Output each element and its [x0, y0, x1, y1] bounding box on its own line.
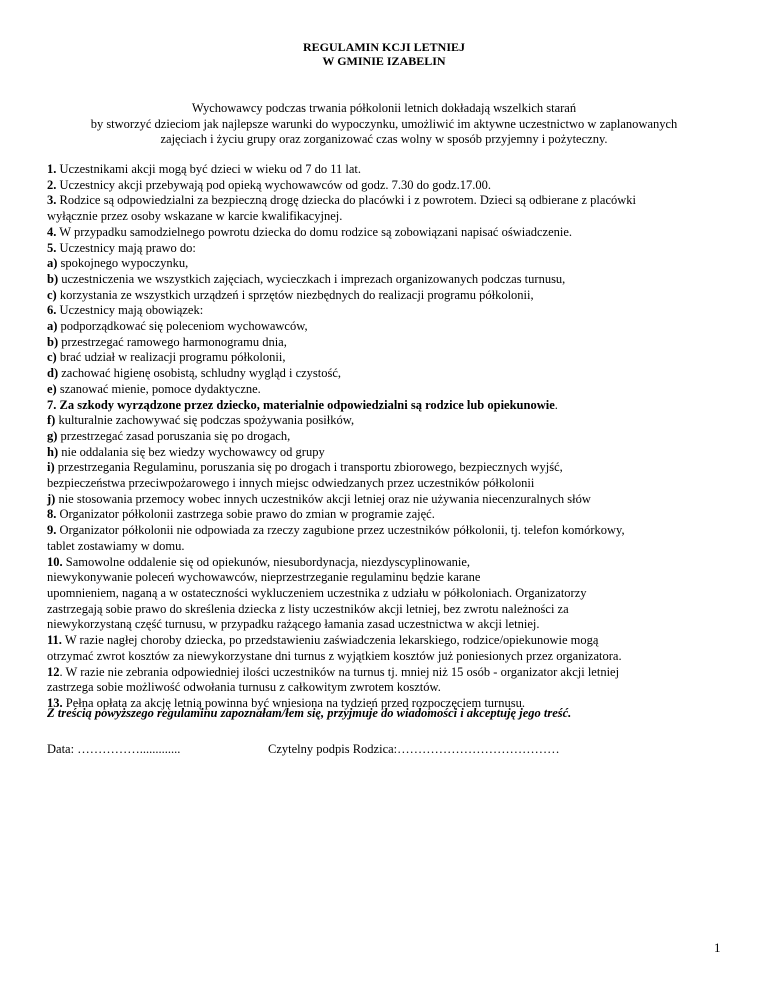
- rule-text: podporządkować się poleceniom wychowawców,: [57, 319, 308, 334]
- rule-marker: c): [47, 350, 57, 365]
- rule-marker: c): [47, 287, 57, 302]
- rule-line: [47, 602, 747, 618]
- rule-text: Uczestnicy mają prawo do:: [56, 240, 196, 255]
- rule-line: [47, 555, 747, 571]
- intro-line: Wychowawcy podczas trwania półkolonii letnich dokładają wszelkich starań: [191, 101, 577, 115]
- rule-text: . W razie nie zebrania odpowiedniej ilości uczestników na turnus tj. mniej niż 15 osób - organizator akcji letniej: [59, 664, 620, 679]
- rule-text: nie oddalania się bez wiedzy wychowawcy od grupy: [58, 444, 325, 459]
- rule-marker: 9.: [47, 523, 57, 538]
- rule-marker: f): [47, 413, 56, 428]
- parent-signature-label: Czytelny podpis Rodzica:…………………………………: [268, 742, 560, 756]
- rule-line: [47, 413, 747, 429]
- rule-text: zachować higienę osobistą, schludny wygląd i czystość,: [58, 366, 342, 381]
- rule-line: [47, 680, 747, 696]
- rule-line: [47, 617, 747, 633]
- rule-marker: a): [47, 256, 58, 271]
- rule-text: Uczestnicy akcji przebywają pod opieką wychowawców od godz. 7.30 do godz.17.00.: [56, 177, 491, 192]
- rule-marker: 4.: [47, 224, 57, 239]
- rule-line: [47, 303, 747, 319]
- rule-text: Uczestnikami akcji mogą być dzieci w wieku od 7 do 11 lat.: [56, 162, 362, 176]
- rule-line: [47, 319, 747, 335]
- rule-line: [47, 335, 747, 351]
- rule-line: [47, 649, 747, 665]
- rule-text: brać udział w realizacji programu półkolonii,: [56, 350, 286, 365]
- rule-marker: 5.: [47, 240, 57, 255]
- rule-line: [47, 633, 747, 649]
- rule-text: korzystania ze wszystkich urządzeń i sprzętów niezbędnych do realizacji programu półkolonii,: [56, 287, 534, 302]
- rule-line: [47, 178, 747, 194]
- rule-line: [47, 492, 747, 508]
- rule-marker: a): [47, 319, 58, 334]
- rule-line: [47, 539, 747, 555]
- rule-text: przestrzegać ramowego harmonogramu dnia,: [58, 334, 287, 349]
- rule-marker: h): [47, 444, 59, 459]
- rule-line: [47, 241, 747, 257]
- rule-text: zastrzega sobie możliwość odwołania turnusu z całkowitym zwrotem kosztów.: [47, 680, 441, 695]
- rule-line: [47, 162, 747, 178]
- rule-line: [47, 272, 747, 288]
- rules-list: [47, 162, 747, 712]
- rule-line: [47, 398, 747, 414]
- rule-text: wyłącznie przez osoby wskazane w karcie kwalifikacyjnej.: [47, 209, 343, 224]
- rule-text: Pełna opłata za akcję letnią powinna być wniesiona na tydzień przed rozpoczęciem turnusu.: [62, 695, 525, 710]
- rule-text: niewykorzystaną część turnusu, w przypadku rażącego łamania zasad uczestnictwa w akcji letniej.: [47, 617, 540, 632]
- rule-text: szanować mienie, pomoce dydaktyczne.: [56, 381, 261, 396]
- rule-marker: 3.: [47, 193, 57, 208]
- title-line-1: REGULAMIN KCJI LETNIEJ: [302, 40, 466, 54]
- rule-marker: 2.: [47, 177, 57, 192]
- rule-text: W przypadku samodzielnego powrotu dziecka do domu rodzice są zobowiązani napisać oświadczenie.: [56, 224, 573, 239]
- rule-marker: b): [47, 334, 59, 349]
- rule-marker: b): [47, 271, 59, 286]
- rule-text: zastrzegają sobie prawo do skreślenia dziecka z listy uczestników akcji letniej, bez zwrotu należności za: [47, 601, 569, 616]
- rule-line: [47, 288, 747, 304]
- document-title: [0, 40, 768, 68]
- rule-line: [47, 366, 747, 382]
- rule-text: uczestniczenia we wszystkich zajęciach, wycieczkach i imprezach organizowanych podczas turnusu,: [58, 271, 566, 286]
- rule-marker: 8.: [47, 507, 57, 522]
- page-number: 1: [714, 940, 721, 955]
- intro-paragraph: [30, 101, 738, 148]
- rule-text: Rodzice są odpowiedzialni za bezpieczną drogę dziecka do placówki i z powrotem. Dzieci są odbierane z placówki: [56, 193, 636, 208]
- rule-marker: j): [47, 491, 56, 506]
- rule-text: spokojnego wypoczynku,: [57, 256, 189, 271]
- rule-line: [47, 256, 747, 272]
- rule-text: kulturalnie zachowywać się podczas spożywania posiłków,: [55, 413, 355, 428]
- rule-line: [47, 429, 747, 445]
- rule-text: upomnieniem, naganą a w ostateczności wykluczeniem uczestnika z udziału w półkoloniach. Organizatorzy: [47, 585, 587, 600]
- rule-marker: g): [47, 428, 58, 443]
- rule-line: [47, 225, 747, 241]
- rule-text: nie stosowania przemocy wobec innych uczestników akcji letniej oraz nie używania niecenzuralnych słów: [55, 491, 591, 506]
- rule-text: niewykonywanie poleceń wychowawców, nieprzestrzeganie regulaminu będzie karane: [47, 570, 481, 585]
- rule-line: [47, 507, 747, 523]
- rule-line: [47, 523, 747, 539]
- rule-text: Organizator półkolonii zastrzega sobie prawo do zmian w programie zajęć.: [56, 507, 435, 522]
- rule-tail: .: [554, 397, 558, 412]
- rule-marker: 13.: [47, 695, 63, 710]
- acknowledgement-statement: Z treścią powyższego regulaminu zapoznałam/łem się, przyjmuje do wiadomości i akceptuję jego treść.: [47, 706, 572, 720]
- rule-text: Samowolne oddalenie się od opiekunów, niesubordynacja, niezdyscyplinowanie,: [62, 554, 471, 569]
- rule-line: [47, 193, 747, 209]
- rule-text: W razie nagłej choroby dziecka, po przedstawieniu zaświadczenia lekarskiego, rodzice/opiekunowie mogą: [61, 633, 599, 648]
- rule-line: [47, 476, 747, 492]
- intro-line: zajęciach i życiu grupy oraz zorganizować czas wolny w sposób przyjemny i pożyteczny.: [160, 132, 608, 146]
- rule-text: otrzymać zwrot kosztów za niewykorzystane dni turnus z wyjątkiem kosztów już poniesionych przez organizatora.: [47, 648, 622, 663]
- rule-text: przestrzegać zasad poruszania się po drogach,: [57, 428, 291, 443]
- rule-marker: d): [47, 366, 59, 381]
- rule-marker: 11.: [47, 633, 62, 648]
- rule-marker: 6.: [47, 303, 57, 318]
- rule-line: [47, 460, 747, 476]
- rule-line: [47, 570, 747, 586]
- intro-line: by stworzyć dzieciom jak najlepsze warunki do wypoczynku, umożliwić im aktywne uczestnictwo w zaplanowanych: [90, 116, 678, 131]
- rule-marker: 12: [47, 664, 60, 679]
- rule-marker: 7.: [47, 397, 57, 412]
- rule-marker: i): [47, 460, 55, 475]
- title-line-2: W GMINIE IZABELIN: [322, 54, 446, 68]
- rule-text: tablet zostawiamy w domu.: [47, 538, 185, 553]
- rule-line: [47, 586, 747, 602]
- rule-line: [47, 665, 747, 681]
- rule-text: Za szkody wyrządzone przez dziecko, materialnie odpowiedzialni są rodzice lub opiekunowie: [56, 397, 555, 412]
- rule-marker: 1.: [47, 162, 57, 176]
- rule-line: [47, 382, 747, 398]
- rule-line: [47, 209, 747, 225]
- date-field-label: Data: …………….............: [47, 742, 181, 756]
- rule-text: Organizator półkolonii nie odpowiada za rzeczy zagubione przez uczestników półkolonii, tj. telefon komórkowy,: [56, 523, 625, 538]
- rule-text: przestrzegania Regulaminu, poruszania się po drogach i transportu zbiorowego, bezpiecznych wyjść,: [54, 460, 563, 475]
- rule-line: [47, 445, 747, 461]
- rule-line: [47, 350, 747, 366]
- rule-text: bezpieczeństwa przeciwpożarowego i innych miejsc odwiedzanych przez uczestników półkolonii: [47, 476, 535, 491]
- rule-marker: e): [47, 381, 57, 396]
- rule-text: Uczestnicy mają obowiązek:: [56, 303, 204, 318]
- rule-marker: 10.: [47, 554, 63, 569]
